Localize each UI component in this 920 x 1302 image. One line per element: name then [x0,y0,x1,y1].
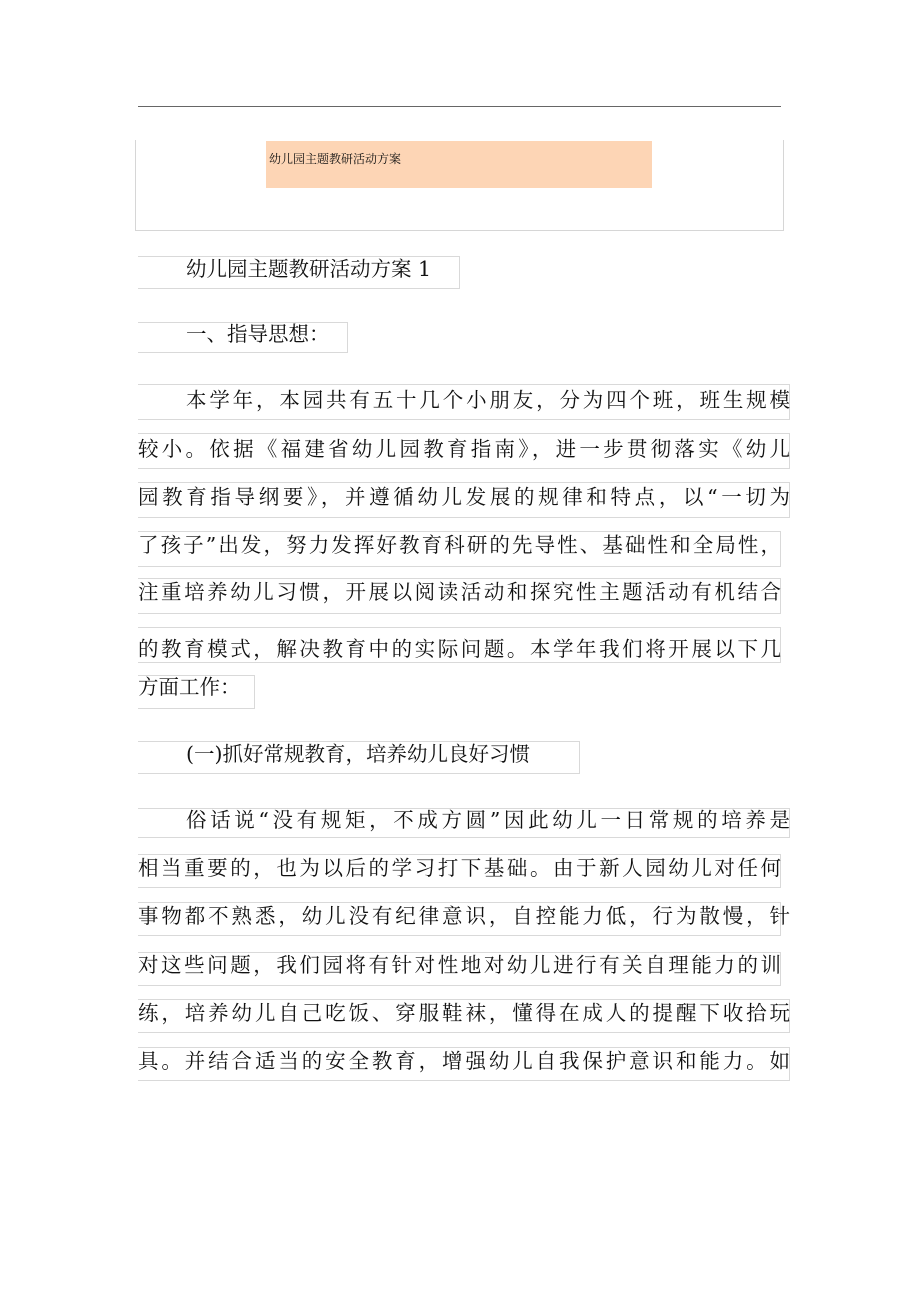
section-heading: 一、指导思想： [186,322,330,346]
paragraph-line: 园教育指导纲要》，并遵循幼儿发展的规律和特点，以“一切为 [138,485,790,509]
paragraph-line: 的教育模式，解决教育中的实际问题。本学年我们将开展以下几 [138,637,781,661]
paragraph-line: 注重培养幼儿习惯，开展以阅读活动和探究性主题活动有机结合 [138,580,781,604]
document-title: 幼儿园主题教研活动方案 1 [186,257,432,281]
running-header: 幼儿园主题教研活动方案 [266,141,652,188]
paragraph-line: 对这些问题，我们园将有针对性地对幼儿进行有关自理能力的训 [138,953,781,977]
paragraph-line: 俗话说“没有规矩，不成方圆”因此幼儿一日常规的培养是 [186,808,790,832]
paragraph-line: 了孩子”出发，努力发挥好教育科研的先导性、基础性和全局性， [138,533,781,557]
paragraph-line: 本学年，本园共有五十几个小朋友，分为四个班，班生规模 [186,388,790,412]
paragraph-line: 相当重要的，也为以后的学习打下基础。由于新人园幼儿对任何 [138,856,781,880]
paragraph-line: 较小。依据《福建省幼儿园教育指南》，进一步贯彻落实《幼儿 [138,437,790,461]
paragraph-line: 练，培养幼儿自己吃饭、穿服鞋袜，懂得在成人的提醒下收拾玩 [138,1001,790,1025]
paragraph-line: 事物都不熟悉，幼儿没有纪律意识，自控能力低，行为散慢，针 [138,904,790,928]
header-rule [138,106,781,107]
paragraph-line: 具。并结合适当的安全教育，增强幼儿自我保护意识和能力。如 [138,1049,790,1073]
subheading: (一)抓好常规教育，培养幼儿良好习惯 [186,742,530,766]
paragraph-line: 方面工作： [138,675,241,699]
